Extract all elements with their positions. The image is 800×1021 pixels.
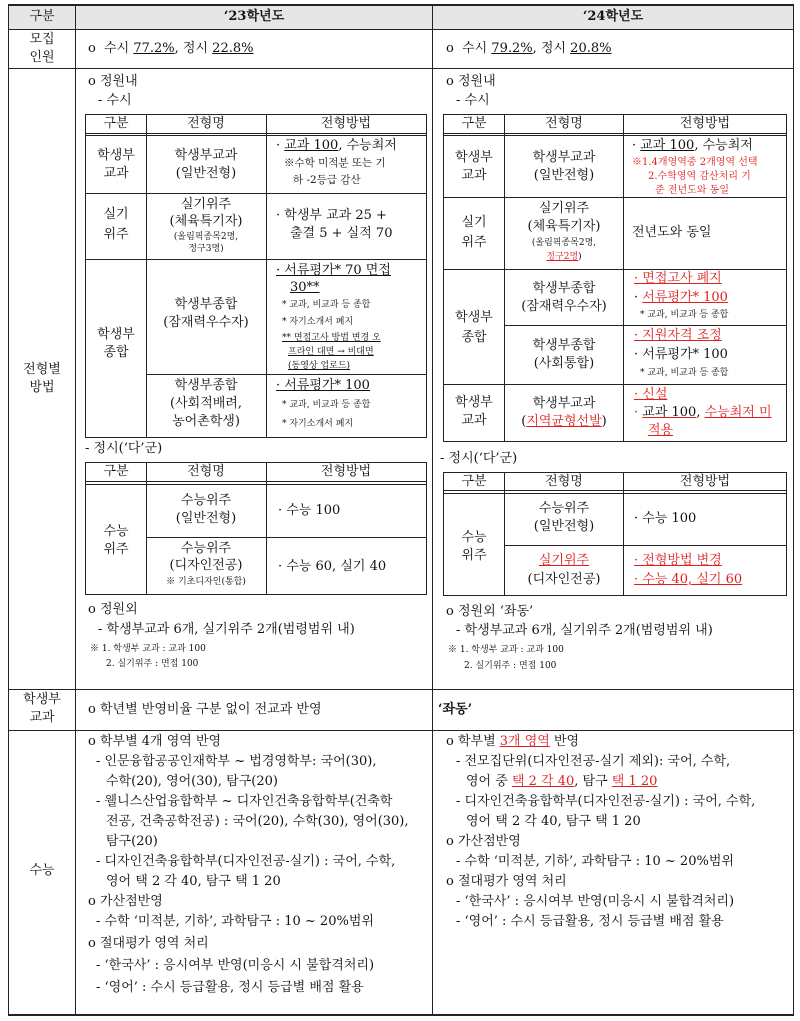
- y24-outside: - 학생부교과 6개, 실기위주 2개(범령범위 내): [456, 623, 713, 638]
- table-line: [504, 472, 505, 596]
- y23-intro: ο 정원내: [88, 74, 138, 89]
- y24-r1-note: 2.수학영역 감산처리 기: [648, 171, 751, 182]
- y23-r4-name: 농어촌학생): [172, 414, 240, 429]
- y23-j2-name: (디자인전공): [169, 558, 243, 573]
- recruit-label: 모집: [29, 32, 55, 47]
- suneung-2023-line: - 인문융합공공인재학부 ~ 법경영학부: 국어(30),: [96, 754, 377, 769]
- y24-jungsi-header: 전형방법: [679, 474, 731, 489]
- table-line: [443, 269, 787, 270]
- y24-r1-note: ※1.4개영역중 2개영역 선택: [632, 157, 758, 168]
- y24-r4-note: * 교과, 비교과 등 종합: [640, 368, 729, 378]
- table-border-left: [8, 4, 9, 1016]
- y23-r1-note: 하 -2등급 감산: [293, 174, 361, 186]
- table-line: [443, 133, 787, 134]
- suneung-2023-line: - 웰니스산업융합학부 ~ 디자인건축융합학부(건축학: [96, 794, 393, 809]
- y23-susi-header: 전형명: [187, 116, 225, 131]
- suneung-2023-line: ο 학부별 4개 영역 반영: [88, 734, 222, 749]
- y24-j-cat: 위주: [461, 548, 487, 563]
- y24-j2-name: 실기위주: [538, 553, 590, 568]
- y23-r3-note: 프라인 대면 → 비대면: [288, 347, 374, 357]
- y23-r3-note: * 교과, 비교과 등 종합: [282, 300, 371, 310]
- y23-r1-name: 학생부교과: [174, 148, 238, 163]
- y24-r2-name: 실기위주: [538, 201, 590, 216]
- suneung-2024-line: - 디자인건축융합학부(디자인전공-실기) : 국어, 수학,: [456, 794, 756, 809]
- y24-jungsi-title: - 정시(‘다’군): [440, 451, 518, 466]
- table-line: [85, 484, 427, 485]
- table-line: [623, 472, 624, 596]
- recruit-label: 인원: [29, 50, 55, 65]
- table-line: [266, 114, 267, 438]
- table-line: [8, 730, 794, 731]
- method-label: 방법: [29, 380, 55, 395]
- y24-r5-method: 적용: [648, 423, 674, 438]
- suneung-2024-line: - ‘한국사’ : 응시여부 반영(미응시 시 불합격처리): [456, 894, 735, 909]
- y23-r3-note: ** 면접고사 방법 변경 오: [282, 333, 381, 343]
- y24-r5-method: · 신설: [634, 387, 668, 402]
- suneung-2024-line: ο 가산점반영: [446, 834, 521, 849]
- method-label: 전형별: [23, 362, 61, 377]
- y23-jungsi-header: 전형명: [187, 464, 225, 479]
- y23-r3-note: * 자기소개서 폐지: [282, 317, 354, 327]
- table-line: [85, 481, 427, 482]
- suneung-2023-line: - ‘한국사’ : 응시여부 반영(미응시 시 불합격처리): [96, 958, 375, 973]
- y24-r3-method: · 서류평가* 100: [634, 290, 728, 305]
- y24-r1-name: (일반전형): [533, 168, 595, 183]
- y24-r5-method: · 교과 100, 수능최저 미: [634, 405, 772, 420]
- y24-jungsi-header: 전형명: [545, 474, 583, 489]
- y24-jungsi-header: 구분: [461, 474, 487, 489]
- y23-r2-name: (체육특기자): [169, 214, 243, 229]
- y23-intro: - 수시: [98, 93, 132, 108]
- suneung-2024-line: 영어 중 택 2 각 40, 탐구 택 1 20: [466, 774, 658, 789]
- y23-j1-name: (일반전형): [175, 511, 237, 526]
- y24-r3-name: 학생부종합: [532, 281, 596, 296]
- y24-r3-note: * 교과, 비교과 등 종합: [640, 310, 729, 320]
- header-col-2024: ‘24학년도: [582, 9, 644, 24]
- y23-jungsi-header: 구분: [103, 464, 129, 479]
- y24-r5-name: 학생부교과: [532, 396, 596, 411]
- table-line: [443, 135, 787, 136]
- y23-jungsi-title: - 정시(‘다’군): [85, 441, 163, 456]
- y23-r2-sub: 정구3명): [188, 244, 224, 254]
- y24-r4-name: 학생부종합: [532, 338, 596, 353]
- y23-j1-name: 수능위주: [180, 493, 232, 508]
- y23-r3-name: (잠재력우수자): [163, 315, 249, 330]
- recruit-2024: ο 수시 79.2%, 정시 20.8%: [446, 41, 612, 56]
- y24-intro: ο 정원내: [446, 74, 496, 89]
- y23-r3-method: · 서류평가* 70 면접: [276, 263, 391, 278]
- y23-r4-name: 학생부종합: [174, 378, 238, 393]
- y24-outside-note: 2. 실기위주 : 면접 100: [464, 661, 557, 671]
- table-line: [443, 490, 787, 491]
- table-line: [85, 193, 427, 194]
- y24-susi-header: 전형방법: [679, 116, 731, 131]
- y23-j1-method: · 수능 100: [278, 503, 341, 518]
- school-record-2024: ‘좌동’: [438, 702, 473, 717]
- table-border-bottom: [8, 1014, 794, 1016]
- y24-j2-name: (디자인전공): [527, 572, 601, 587]
- suneung-2024-line: ο 절대평가 영역 처리: [446, 874, 567, 889]
- y23-r2-method: · 학생부 교과 25 +: [276, 208, 387, 223]
- table-line: [85, 135, 427, 136]
- suneung-2023-line: ο 가산점반영: [88, 894, 163, 909]
- y23-susi-header: 구분: [103, 116, 129, 131]
- suneung-2024-line: - 전모집단위(디자인전공-실기 제외): 국어, 수학,: [456, 754, 731, 769]
- y24-r2-cat: 실기: [461, 215, 487, 230]
- y23-r3-cat: 학생부: [97, 327, 135, 342]
- recruit-2023: ο 수시 77.2%, 정시 22.8%: [88, 41, 254, 56]
- y23-j-cat: 위주: [103, 542, 129, 557]
- y23-j2-note: ※ 기초디자인(통합): [166, 577, 246, 587]
- y23-r4-name: (사회적배려,: [170, 396, 242, 411]
- y24-r2-sub: 정구2명): [546, 252, 582, 262]
- y23-r3-note: (동영상 업로드): [288, 361, 351, 371]
- y23-r4-method: · 서류평가* 100: [276, 378, 370, 393]
- y24-j-cat: 수능: [461, 530, 487, 545]
- header-col-category: 구분: [29, 9, 55, 24]
- y23-outside: - 학생부교과 6개, 실기위주 2개(범령범위 내): [98, 622, 355, 637]
- y23-jungsi-header: 전형방법: [320, 464, 372, 479]
- y23-r1-name: (일반전형): [175, 166, 237, 181]
- y24-r5-cat: 교과: [461, 413, 487, 428]
- y23-susi-header: 전형방법: [320, 116, 372, 131]
- suneung-label: 수능: [29, 863, 55, 878]
- y24-intro: - 수시: [456, 93, 490, 108]
- y24-j1-name: 수능위주: [538, 501, 590, 516]
- table-line: [443, 493, 787, 494]
- table-line: [75, 4, 76, 1016]
- table-line: [8, 689, 794, 690]
- table-line: [623, 114, 624, 442]
- y24-outside: ο 정원외 ‘좌동’: [446, 604, 534, 619]
- suneung-2024-line: - ‘영어’ : 수시 등급활용, 정시 등급별 배점 활용: [456, 914, 724, 929]
- y24-r2-method: 전년도와 동일: [632, 225, 712, 240]
- table-border-right: [793, 4, 794, 1016]
- y23-r1-cat: 교과: [103, 166, 129, 181]
- y23-r4-note: * 교과, 비교과 등 종합: [282, 400, 371, 410]
- y23-j-cat: 수능: [103, 524, 129, 539]
- y24-r2-name: (체육특기자): [527, 219, 601, 234]
- y23-outside-note: 2. 실기위주 : 면접 100: [106, 659, 199, 669]
- y23-outside-note: ※ 1. 학생부 교과 : 교과 100: [90, 644, 206, 654]
- table-line: [85, 133, 427, 134]
- y23-r1-cat: 학생부: [97, 148, 135, 163]
- y24-r1-note: 준 전년도와 동일: [655, 185, 729, 196]
- y24-r5-cat: 학생부: [455, 395, 493, 410]
- y24-r1-cat: 교과: [461, 168, 487, 183]
- table-line: [146, 462, 147, 595]
- y23-r2-sub: (올림픽종목2명,: [173, 232, 239, 242]
- table-line: [146, 374, 427, 375]
- table-line: [146, 537, 427, 538]
- suneung-2023-line: - ‘영어’ : 수시 등급활용, 정시 등급별 배점 활용: [96, 980, 364, 995]
- school-record-label: 학생부: [23, 692, 61, 707]
- table-line: [504, 114, 505, 442]
- y23-r1-method: · 교과 100, 수능최저: [276, 138, 397, 153]
- suneung-2024-line: ο 학부별 3개 영역 반영: [446, 734, 580, 749]
- y23-r1-note: ※수학 미적분 또는 기: [284, 157, 386, 169]
- y24-r3-cat: 학생부: [455, 310, 493, 325]
- y23-j2-method: · 수능 60, 실기 40: [278, 559, 387, 574]
- y24-r3-cat: 종합: [461, 330, 487, 345]
- table-line: [504, 325, 787, 326]
- y24-susi-header: 전형명: [545, 116, 583, 131]
- table-line: [146, 114, 147, 438]
- header-col-2023: ‘23학년도: [223, 9, 285, 24]
- y23-r3-name: 학생부종합: [174, 297, 238, 312]
- school-record-2023: ο 학년별 반영비율 구분 없이 전교과 반영: [88, 702, 322, 717]
- table-line: [266, 462, 267, 595]
- suneung-2023-line: 전공, 건축공학전공) : 국어(20), 수학(30), 영어(30),: [106, 814, 409, 829]
- y23-outside: ο 정원외: [88, 602, 138, 617]
- y24-r1-method: · 교과 100, 수능최저: [632, 138, 753, 153]
- y24-susi-header: 구분: [461, 116, 487, 131]
- y24-outside-note: ※ 1. 학생부 교과 : 교과 100: [448, 645, 564, 655]
- table-line: [8, 68, 794, 69]
- y24-r4-method: · 서류평가* 100: [634, 347, 728, 362]
- table-border-top: [8, 4, 794, 6]
- suneung-2023-line: - 디자인건축융합학부(디자인전공-실기) : 국어, 수학,: [96, 854, 396, 869]
- y24-r4-method: · 지원자격 조정: [634, 328, 722, 343]
- table-line: [443, 197, 787, 198]
- table-line: [504, 545, 787, 546]
- suneung-2023-line: 영어 택 2 각 40, 탐구 택 1 20: [106, 874, 281, 889]
- header-background: [8, 5, 794, 29]
- y24-j2-method: · 전형방법 변경: [634, 553, 722, 568]
- y24-j1-method: · 수능 100: [634, 511, 697, 526]
- table-line: [85, 259, 427, 260]
- y23-r4-note: * 자기소개서 폐지: [282, 419, 354, 429]
- y24-r5-name: (지역균형선발): [521, 414, 607, 429]
- y24-r4-name: (사회통합): [533, 356, 595, 371]
- y24-r2-sub: (올림픽종목2명,: [531, 238, 597, 248]
- y23-r2-cat: 위주: [103, 227, 129, 242]
- y24-r2-cat: 위주: [461, 235, 487, 250]
- table-line: [8, 29, 794, 30]
- y23-r3-cat: 종합: [103, 345, 129, 360]
- y24-r1-cat: 학생부: [455, 150, 493, 165]
- y24-j1-name: (일반전형): [533, 519, 595, 534]
- y24-r3-method: · 면접고사 폐지: [634, 271, 722, 286]
- y23-r2-cat: 실기: [103, 207, 129, 222]
- y23-r2-name: 실기위주: [180, 197, 232, 212]
- y24-r3-name: (잠재력우수자): [521, 299, 607, 314]
- table-line: [443, 384, 787, 385]
- y24-r1-name: 학생부교과: [532, 150, 596, 165]
- y23-j2-name: 수능위주: [180, 541, 232, 556]
- suneung-2023-line: 수학(20), 영어(30), 탐구(20): [106, 774, 278, 789]
- table-line: [432, 4, 433, 1016]
- suneung-2024-line: - 수학 ‘미적분, 기하’, 과학탐구 : 10 ~ 20%범위: [456, 854, 734, 869]
- suneung-2023-line: - 수학 ‘미적분, 기하’, 과학탐구 : 10 ~ 20%범위: [96, 914, 374, 929]
- suneung-2023-line: 탐구(20): [106, 834, 158, 849]
- suneung-2024-line: 영어 택 2 각 40, 탐구 택 1 20: [466, 814, 641, 829]
- school-record-label: 교과: [29, 710, 55, 725]
- y24-j2-method: · 수능 40, 실기 60: [634, 572, 743, 587]
- y23-r2-method: 출결 5 + 실적 70: [290, 226, 393, 241]
- suneung-2023-line: ο 절대평가 영역 처리: [88, 936, 209, 951]
- y23-r3-method: 30**: [290, 280, 320, 295]
